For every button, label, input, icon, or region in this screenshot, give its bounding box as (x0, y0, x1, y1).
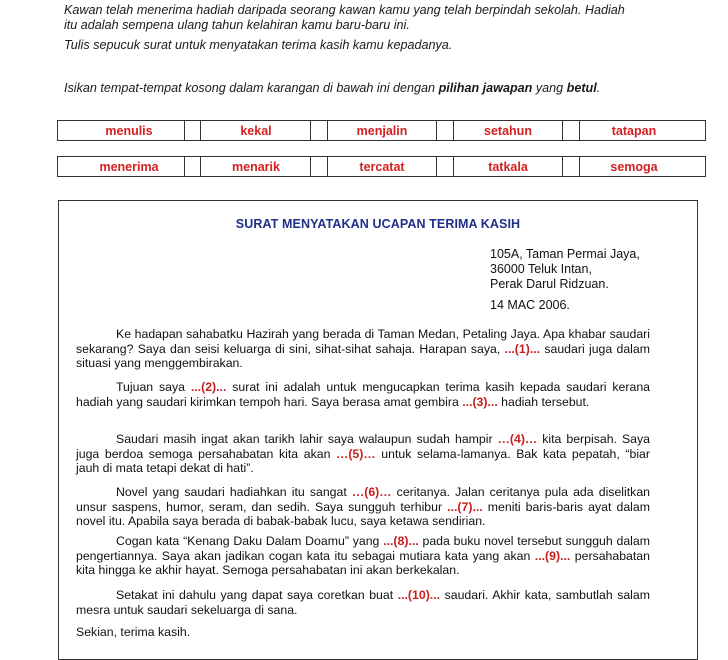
blank-7[interactable]: ...(7)... (447, 499, 483, 514)
fill-instruction-mid: yang (532, 81, 567, 95)
blank-10[interactable]: ...(10)... (397, 588, 441, 602)
paragraph-1-text-2: saudari juga dalam situasi yang menggembirakan. (76, 341, 650, 371)
blank-6[interactable]: …(6)… (351, 485, 392, 499)
address-line-3: Perak Darul Ridzuan. (490, 277, 609, 291)
letter-title: SURAT MENYATAKAN UCAPAN TERIMA KASIH (235, 217, 521, 231)
fill-instruction (64, 81, 600, 96)
word-option-tatapan[interactable]: tatapan (562, 120, 706, 141)
paragraph-2-text-2: surat ini adalah untuk mengucapkan terima kasih kepada saudari kerana hadiah yang saudari kirimkan tempoh hari. Saya berasa amat gembira (76, 380, 650, 409)
paragraph-6-text-1: Setakat ini dahulu yang dapat saya coretkan buat (116, 588, 398, 602)
fill-instruction-pre: Isikan tempat-tempat kosong dalam karangan di bawah ini dengan (64, 81, 439, 95)
closing-line: Sekian, terima kasih. (76, 625, 191, 639)
paragraph-2-text-3: hadiah tersebut. (497, 394, 590, 409)
instruction-line-2: itu adalah sempena ulang tahun kelahiran kamu baru-baru ini. (64, 18, 410, 32)
paragraph-4-text-1: Novel yang saudari hadiahkan itu sangat (116, 485, 352, 499)
paragraph-2-text-1: Tujuan saya (116, 380, 191, 394)
paragraph-3 (76, 432, 650, 476)
paragraph-5 (76, 534, 650, 578)
address-line-2: 36000 Teluk Intan, (490, 262, 592, 276)
word-option-menarik[interactable]: menarik (184, 156, 328, 177)
letter-box (58, 200, 698, 660)
paragraph-5-text-2: pada buku novel tersebut sungguh dalam pengertiannya. Saya akan jadikan cogan kata itu sebagai mutiara kata yang akan (76, 534, 650, 563)
paragraph-3-text-3: untuk selama-lamanya. Bak kata pepatah, “biar jauh di mata tetapi dekat di hati”. (76, 446, 650, 476)
word-option-tatkala[interactable]: tatkala (436, 156, 580, 177)
paragraph-4-text-3: meniti baris-baris ayat dalam novel itu. Apabila saya berada di babak-babak lucu, saya ketawa sendirian. (76, 499, 650, 529)
word-option-kekal[interactable]: kekal (184, 120, 328, 141)
paragraph-6 (76, 588, 650, 617)
word-option-menerima[interactable]: menerima (57, 156, 201, 177)
paragraph-4-text-2: ceritanya. Jalan ceritanya pula ada diselitkan unsur saspens, humor, seram, dan sedih. Saya sungguh terhibur (76, 485, 650, 514)
blank-9[interactable]: ...(9)... (534, 548, 571, 563)
blank-3[interactable]: ...(3)... (462, 394, 498, 409)
paragraph-4 (76, 485, 650, 529)
paragraph-1 (76, 327, 650, 371)
letter-date: 14 MAC 2006. (490, 298, 570, 312)
paragraph-2 (76, 380, 650, 409)
blank-2[interactable]: ...(2)... (190, 380, 227, 394)
fill-instruction-end: . (596, 81, 601, 95)
instruction-line-1: Kawan telah menerima hadiah daripada seorang kawan kamu yang telah berpindah sekolah. Hadiah (64, 3, 625, 17)
word-option-tercatat[interactable]: tercatat (310, 156, 454, 177)
paragraph-3-text-1: Saudari masih ingat akan tarikh lahir saya walaupun sudah hampir (116, 432, 498, 446)
word-option-menjalin[interactable]: menjalin (310, 120, 454, 141)
instruction-line-3: Tulis sepucuk surat untuk menyatakan terima kasih kamu kepadanya. (64, 38, 453, 52)
paragraph-1-text-1: Ke hadapan sahabatku Hazirah yang berada di Taman Medan, Petaling Jaya. Apa khabar saudari sekarang? Saya dan seisi keluarga di sini, sihat-sihat sahaja. Harapan saya, (76, 327, 650, 356)
word-option-menulis[interactable]: menulis (57, 120, 201, 141)
address-line-1: 105A, Taman Permai Jaya, (490, 247, 640, 261)
fill-instruction-bold-1: pilihan jawapan (438, 81, 533, 95)
fill-instruction-bold-2: betul (566, 81, 597, 95)
word-option-semoga[interactable]: semoga (562, 156, 706, 177)
blank-5[interactable]: …(5)… (336, 446, 376, 461)
paragraph-3-text-2: kita berpisah. Saya juga berdoa semoga persahabatan kita akan (76, 432, 650, 461)
paragraph-5-text-1: Cogan kata “Kenang Daku Dalam Doamu” yang (116, 534, 384, 548)
paragraph-6-text-2: saudari. Akhir kata, sambutlah salam mesra untuk saudari sekeluarga di sana. (76, 588, 650, 617)
blank-1[interactable]: ...(1)... (504, 341, 541, 356)
paragraph-5-text-3: persahabatan kita hingga ke akhir hayat. Semoga persahabatan ini akan berkekalan. (76, 548, 650, 578)
blank-8[interactable]: ...(8)... (383, 534, 419, 548)
word-option-setahun[interactable]: setahun (436, 120, 580, 141)
blank-4[interactable]: …(4)… (497, 432, 538, 446)
